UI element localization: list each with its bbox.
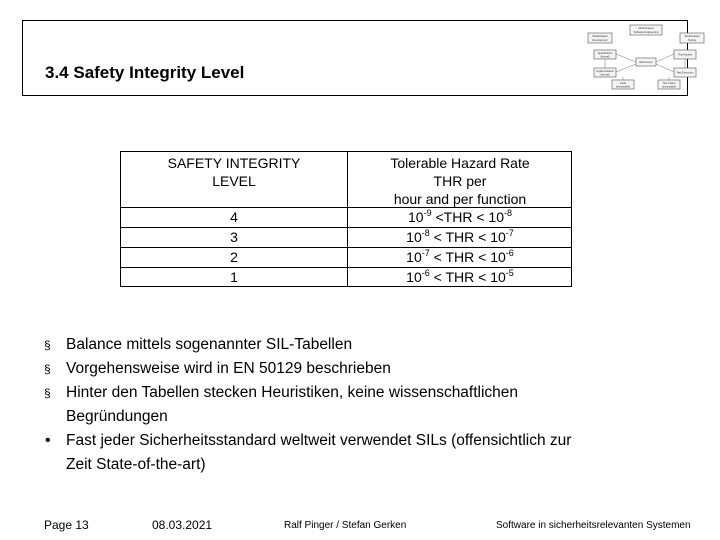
diagram-label-right-2: Testing: [687, 39, 697, 42]
diagram-label-right-1: Model-based: [684, 35, 700, 38]
sil-table: [120, 151, 572, 287]
table-cell-level: 2: [230, 249, 238, 265]
diagram-label-testcases-1: Test Cases: [662, 82, 676, 85]
slide-title: 3.4 Safety Integrity Level: [45, 63, 245, 82]
diagram-label-impl-2: (formal): [600, 73, 610, 77]
section-sign-icon: §: [44, 338, 51, 352]
table-header-thr: Tolerable Hazard Rate THR per hour and per function: [390, 155, 530, 207]
diagram-label-testexec: Test Execution: [676, 71, 694, 75]
bullet-list: [44, 333, 684, 477]
header-box: [22, 20, 700, 96]
bullet-item: § Balance mittels sogenannter SIL-Tabellen: [44, 333, 684, 357]
bullet-item: § Hinter den Tabellen stecken Heuristiken, keine wissenschaftlichen Begründungen: [44, 381, 684, 429]
diagram-label-spec-1: Specification: [597, 52, 613, 55]
table-header-level: SAFETY INTEGRITY LEVEL: [167, 155, 301, 189]
footer-course: Software in sicherheitsrelevanten Systemen: [496, 520, 691, 531]
bullet-dot-icon: •: [45, 432, 51, 449]
bullet-item: § Vorgehensweise wird in EN 50129 beschrieben: [44, 357, 684, 381]
diagram-label-testcases-2: (executable): [661, 85, 677, 89]
section-sign-icon: §: [44, 386, 51, 400]
diagram-label-top-2: Software Engineering: [633, 31, 659, 34]
diagram-label-code-2: (executable): [615, 85, 631, 89]
diagram-label-top-1: Model-based: [638, 27, 654, 30]
table-cell-level: 1: [230, 269, 238, 285]
section-sign-icon: §: [44, 362, 51, 376]
footer-page-number: Page 13: [44, 518, 89, 532]
diagram-label-impl-1: Implementation: [596, 70, 614, 73]
footer-date: 08.03.2021: [152, 518, 213, 532]
table-cell-thr: $10^{-9} <THR < 10^{-8}$: [408, 208, 512, 225]
diagram-label-testmodels: Test Models: [678, 53, 692, 57]
table-cell-thr: $10^{-7}$ < THR < $10^{-6}$: [406, 248, 514, 265]
table-cell-thr: $10^{-6}$ < THR < $10^{-5}$: [406, 268, 514, 285]
footer-authors: Ralf Pinger / Stefan Gerken: [284, 520, 407, 531]
table-cell-level: 3: [230, 229, 238, 245]
diagram-label-spec-2: (formal): [600, 55, 610, 59]
diagram-label-left-1: Model-based: [592, 35, 608, 38]
diagram-label-left-2: Development: [592, 39, 608, 42]
bullet-item: • Fast jeder Sicherheitsstandard weltweit verwendet SILs (offensichtlich zur Zeit State-of-the-art): [44, 429, 684, 477]
process-diagram: [586, 24, 706, 90]
table-cell-thr: $10^{-8}$ < THR < $10^{-7}$: [406, 228, 514, 245]
diagram-label-code-1: Code: [619, 82, 627, 85]
table-cell-level: 4: [230, 209, 238, 225]
diagram-label-refine: Refinement: [639, 61, 653, 64]
